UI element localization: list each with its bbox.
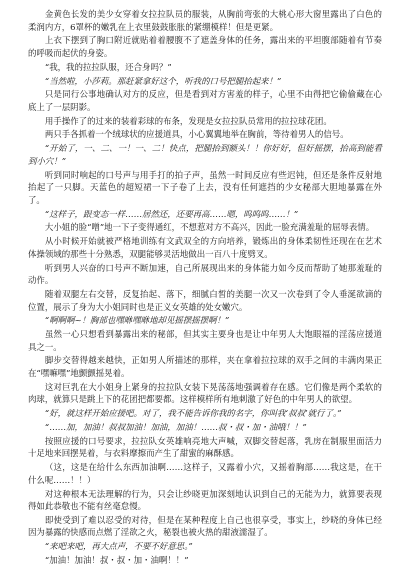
body-paragraph: 大小姐的脸“噌”地一下子变得通红，不想惹对方不高兴，因此一脸充满羞耻的屈辱表情。 xyxy=(44,222,375,233)
body-paragraph: 上衣下摆到了胸口附近就贴着着腰腹不了遮盖身体的任务，露出来的平坦腹部随着有节奏的呼吸而起伏的身姿。 xyxy=(28,35,382,58)
body-paragraph: 听到男人兴奋的口号声不断加速，自己所展现出来的身体能力如今反而帮助了她那羞耻的动作。 xyxy=(28,262,382,286)
dialogue-paragraph: “当然啦，小莎莉。那赶紧拿好这个，听我的口号把腿抬起来！” xyxy=(44,75,282,86)
body-paragraph: 金黄色长发的美少女穿着女拉拉队员的服装，从胸前弯张的大桃心形大窗里露出了白色的柔润内方，6罩杯的嫩乳在上衣里鼓鼓胀胀的紧绷模样！但是更紧。 xyxy=(28,9,382,32)
dialogue-paragraph: “好，就这样开始应援吧。对了，我不能告诉你我的名字，你叫我‘叔叔’就行了。” xyxy=(44,408,342,419)
body-paragraph: 按照应援的口号要求，拉拉队女英雄响亮地大声喊，双脚交替起落，乳房在制服里面活力十足地来回摆晃着，与衣料摩擦而产生了甜蜜的麻酥感。 xyxy=(28,435,382,459)
body-paragraph: “我，我的拉拉队服，还合身吗？” xyxy=(44,61,172,72)
dialogue-paragraph: “啊啊啊~！胸部也嘿咻嘿咻地却见摇摆摇摆啊！” xyxy=(44,315,230,326)
body-paragraph: 这对巨乳在大小姐身上紧身的拉拉队女装下晃荡荡地强调着存在感。它们像是两个柔软的肉球，就算只是跳上下的花团把都要都。这样模样所有地刺激了好色的中年男人的欲望。 xyxy=(28,381,382,405)
body-paragraph: 只是同行公事地确认对方的反应，但是看到对方害羞的样子，心里不由得把它偷偷藏在心底上了一层阴影。 xyxy=(28,89,382,112)
dialogue-paragraph: “……加，加油！叔叔加油！加油，加油！……叔・叔・加・油哦！！” xyxy=(44,421,307,432)
body-paragraph: 虽然一心只想看到暴露出来的秘部，但其实主要身也是让中年男人大饱眼福的淫荡应援道具之一。 xyxy=(28,329,382,352)
body-paragraph: 即使受到了难以忍受的对待，但是在某种程度上自己也很享受，事实上，纱晓的身体已经因为暴露的快感而点燃了淫欲之火，秘裂也被火热的甜液濡湿了。 xyxy=(28,514,382,538)
body-paragraph: 两只手各抓着一个绒球状的应援道具，小心翼翼地举在胸前，等待着男人的信号。 xyxy=(44,129,349,140)
body-paragraph: 从小时候开始就被严格地训练有文武双全的方向培养，锻炼出的身体柔韧性还现在在艺术体操领域的那些十分熟悉，双腿能够灵活地做出一百八十度劈叉。 xyxy=(28,236,382,259)
dialogue-paragraph: “这样子，跟变态一样……居然还，还要再高……嗯，呜呜呜……！” xyxy=(44,208,299,219)
body-paragraph: 对这种根本无法理解的行为，只会让纱晓更加深刻地认识到自己的无能为力，就算要表现得如此恭敬也不能有丝毫怠慢。 xyxy=(28,488,382,512)
body-paragraph: 用手操作了的过来的装着彩球的布条，发现是女拉拉队员常用的拉拉球花团。 xyxy=(44,115,332,126)
body-paragraph: 脚步交替得越来越快，正如男人所描述的那样，夹在拿着拉拉球的双手之间的丰满肉果正在“嘿嘛嘿”地颤颤摇晃着。 xyxy=(28,355,382,379)
dialogue-paragraph: “开始了，一、二、一！一、二！快点，把腿抬到额头！！你好好，但好摇摆，抬高到能看到小穴！” xyxy=(28,143,382,166)
body-paragraph: “加油！加油！叔・叔・加・油啊！！” xyxy=(44,555,189,566)
body-paragraph: 随着双腿左右交替，反复抬起、落下，细腻白皙的美腿一次又一次卷到了令人垂涎欲滴的位置，展示了身为大小姐同时也是正义女英雄的处女嫩穴。 xyxy=(28,288,382,312)
body-paragraph: （这，这是在给什么东西加油啊……这样子，又露着小穴，又摇着胸部……我这是，在干什么呢……！！） xyxy=(28,462,382,485)
body-paragraph: 听到同时响起的口号声与用手打的拍子声，虽然一时间反应有些迟钝，但还是条件反射地抬起了一只脚。天蓝色的超短裙一下子卷了上去，没有任何遮挡的少女秘部大胆地暴露在外了。 xyxy=(28,169,382,205)
dialogue-paragraph: “来吧来吧，再大点声，不要不好意思。” xyxy=(44,541,193,552)
